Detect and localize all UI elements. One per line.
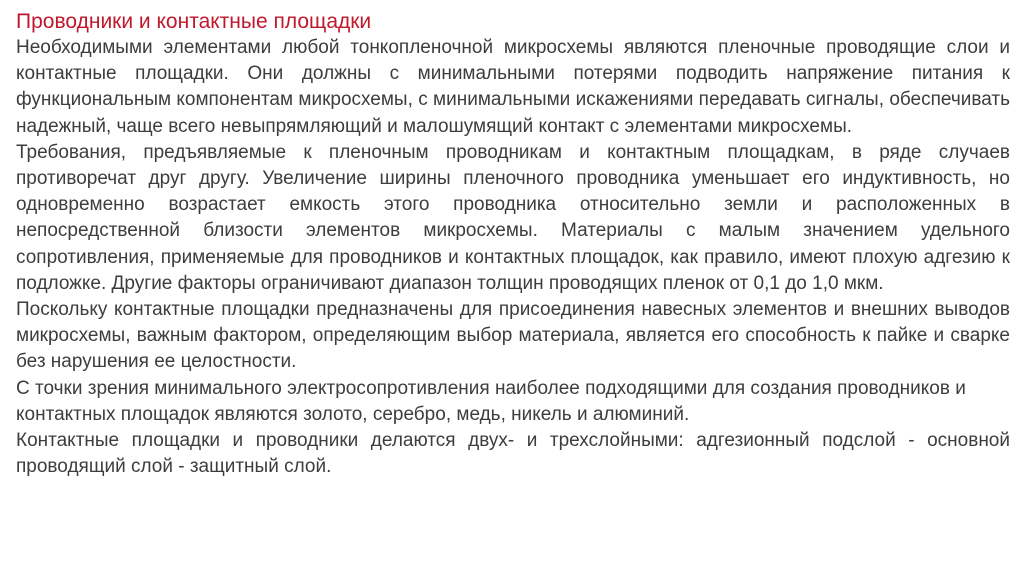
slide-body — [16, 35, 1010, 480]
slide-title: Проводники и контактные площадки — [16, 10, 372, 33]
paragraph-5: Контактные площадки и проводники делаются двух- и трехслойными: адгезионный подслой - основной проводящий слой - защитный слой. — [16, 430, 1010, 478]
paragraph-4: С точки зрения минимального электросопротивления наиболее подходящими для создания проводников и контактных площадок являются золото, серебро, медь, никель и алюминий. — [16, 377, 966, 425]
paragraph-1: Необходимыми элементами любой тонкопленочной микросхемы являются пленочные проводящие слои и контактные площадки. Они должны с минимальными потерями подводить напряжение питания к функциональным компонентам микросхемы, с минимальными искажениями передавать сигналы, обеспечивать надежный, чаще всего невыпрямляющий и малошумящий контакт с элементами микросхемы. — [16, 37, 1010, 137]
paragraph-3: Поскольку контактные площадки предназначены для присоединения навесных элементов и внешних выводов микросхемы, важным фактором, определяющим выбор материала, является его способность к пайке и сварке без нарушения ее целостности. — [16, 299, 1010, 373]
paragraph-2: Требования, предъявляемые к пленочным проводникам и контактным площадкам, в ряде случаев противоречат друг другу. Увеличение ширины пленочного проводника уменьшает его индуктивность, но одновременно возрастает емкость этого проводника относительно земли и расположенных в непосредственной близости элементов микросхемы. Материалы с малым значением удельного сопротивления, применяемые для проводников и контактных площадок, как правило, имеют плохую адгезию к подложке. Другие факторы ограничивают диапазон толщин проводящих пленок от 0,1 до 1,0 мкм. — [16, 141, 1010, 294]
